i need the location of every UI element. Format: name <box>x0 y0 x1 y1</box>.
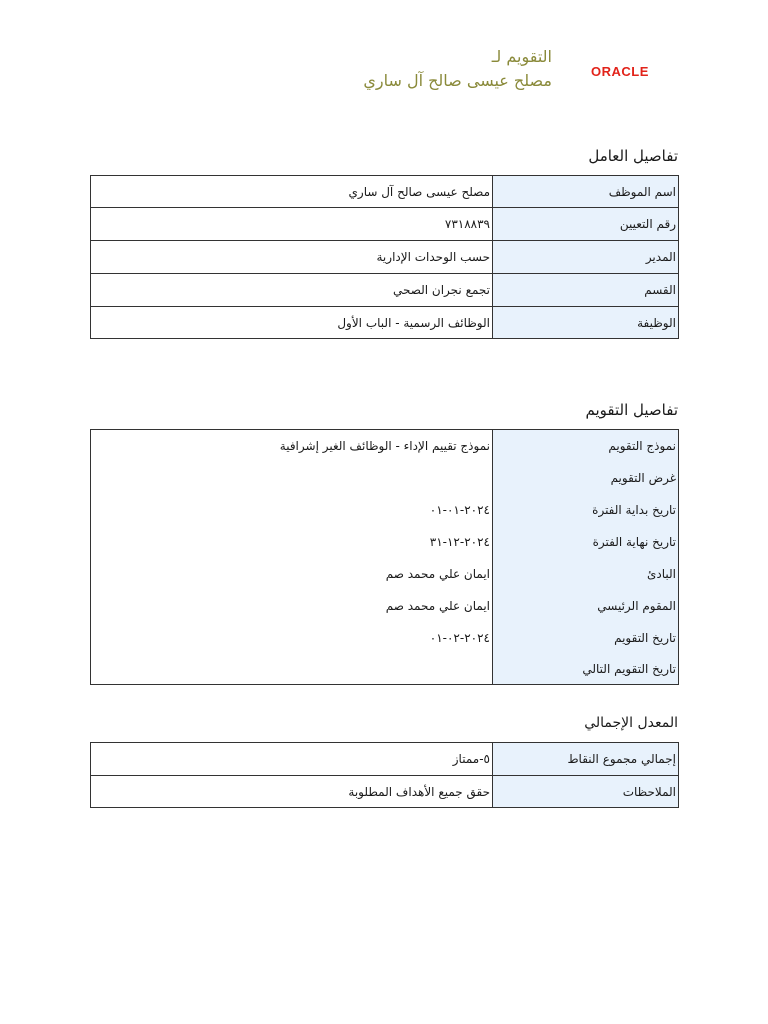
table-row <box>91 241 679 274</box>
table-row <box>91 590 679 622</box>
table-row <box>91 743 679 776</box>
table-row <box>91 494 679 526</box>
row-value: ٢٠٢٤-٠٢-٠١ <box>429 630 490 645</box>
row-label: الوظيفة <box>493 307 679 339</box>
table-row <box>91 654 679 685</box>
evaluation-details-table <box>90 429 679 685</box>
table-row <box>91 176 679 208</box>
employee-name-heading: مصلح عيسى صالح آل ساري <box>363 71 552 90</box>
overall-rating-title: المعدل الإجمالي <box>584 715 678 731</box>
row-label: الملاحظات <box>493 776 679 808</box>
row-value: نموذج تقييم الإداء - الوظائف الغير إشرافية <box>279 438 490 453</box>
table-row <box>91 622 679 654</box>
table-row <box>91 776 679 808</box>
row-value: مصلح عيسى صالح آل ساري <box>91 176 493 208</box>
row-value <box>91 654 493 685</box>
table-row <box>91 462 679 494</box>
evaluation-for-label: التقويم لـ <box>491 47 552 66</box>
table-row <box>91 526 679 558</box>
row-value: ٥-ممتاز <box>91 743 493 776</box>
row-value: ايمان علي محمد صم <box>385 598 490 613</box>
row-value: ٧٣١٨٨٣٩ <box>91 208 493 241</box>
row-label: تاريخ نهاية الفترة <box>493 526 679 558</box>
evaluation-details-title: تفاصيل التقويم <box>585 401 678 419</box>
row-value: حقق جميع الأهداف المطلوبة <box>91 776 493 808</box>
worker-details-title: تفاصيل العامل <box>588 147 678 165</box>
table-row <box>91 274 679 307</box>
row-label: نموذج التقويم <box>493 430 679 462</box>
row-label: القسم <box>493 274 679 307</box>
oracle-logo: ORACLE <box>591 64 649 79</box>
row-label: تاريخ بداية الفترة <box>493 494 679 526</box>
overall-rating-table <box>90 742 679 808</box>
row-value: ٢٠٢٤-١٢-٣١ <box>429 534 490 549</box>
row-label: رقم التعيين <box>493 208 679 241</box>
row-label: المقوم الرئيسي <box>493 590 679 622</box>
row-label: تاريخ التقويم التالي <box>493 654 679 685</box>
row-value <box>91 462 493 494</box>
row-label: اسم الموظف <box>493 176 679 208</box>
table-row <box>91 208 679 241</box>
worker-details-table <box>90 175 679 339</box>
row-value: الوظائف الرسمية - الباب الأول <box>91 307 493 339</box>
row-value: ايمان علي محمد صم <box>385 566 490 581</box>
table-row <box>91 307 679 339</box>
row-label: البادئ <box>493 558 679 590</box>
row-label: تاريخ التقويم <box>493 622 679 654</box>
row-value: ٢٠٢٤-٠١-٠١ <box>429 502 490 517</box>
table-row <box>91 430 679 462</box>
row-label: غرض التقويم <box>493 462 679 494</box>
row-value: حسب الوحدات الإدارية <box>91 241 493 274</box>
row-label: المدير <box>493 241 679 274</box>
row-value: تجمع نجران الصحي <box>91 274 493 307</box>
row-label: إجمالي مجموع النقاط <box>493 743 679 776</box>
table-row <box>91 558 679 590</box>
